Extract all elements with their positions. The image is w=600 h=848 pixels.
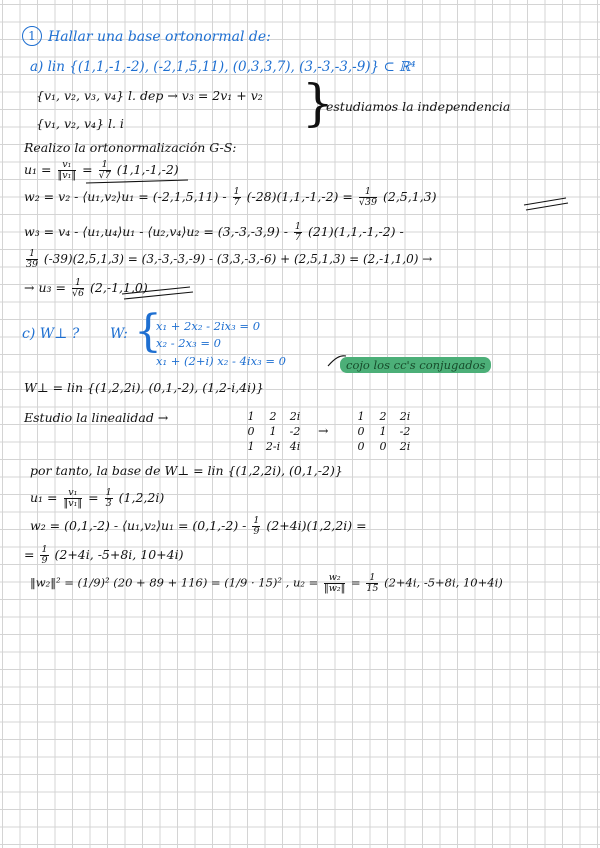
u1-eq: = [82, 162, 93, 177]
part-c-label: c) W⊥ ? [22, 326, 80, 342]
c-u2-coef: $\frac{1}{15}$ [366, 572, 379, 594]
w3-coef: $\frac{1}{7}$ [294, 221, 301, 243]
linearity-study: Estudio la linealidad → [24, 410, 169, 425]
highlight-note: cojo los cc's conjugados [340, 357, 491, 373]
c-u2-vector: (2+4i, -5+8i, 10+4i) [384, 575, 503, 590]
c-w2b-coef: $\frac{1}{9}$ [41, 544, 48, 566]
w3-text: w₃ = v₄ - ⟨u₁,u₄⟩u₁ - ⟨u₂,v₄⟩u₂ = (3,-3,-3,9) - [24, 224, 288, 239]
u1-lhs: u₁ = [24, 162, 52, 177]
independence-line: {v₁, v₂, v₄} l. i [36, 116, 124, 131]
part-a-statement: a) lin {(1,1,-1,-2), (-2,1,5,11), (0,3,3,7), (3,-3,-3,-9)} ⊂ ℝ⁴ [30, 59, 416, 75]
c-u1-lhs: u₁ = [30, 490, 58, 505]
matrix-1-row: 1 2 2i [247, 410, 301, 423]
u3-prefix: → u₃ = [24, 280, 66, 295]
norm-paren: (1/9)² [77, 575, 110, 590]
system-brace: { [134, 306, 162, 357]
c-u2-eq: = [351, 575, 361, 590]
matrix-1-row: 0 1 -2 [247, 425, 301, 438]
c-u1-eq: = [88, 490, 99, 505]
u3-coef: $\frac{1}{√6}$ [71, 277, 85, 299]
gs-title: Realizo la ortonormalización G-S: [24, 140, 237, 155]
c-w2-text: w₂ = (0,1,-2) - ⟨u₁,v₂⟩u₁ = (0,1,-2) - [30, 518, 247, 533]
underline-u1 [86, 180, 188, 183]
c-u1-frac: $\frac{\text{v₁}}{\text{‖v₁‖}}$ [63, 487, 83, 509]
matrix-arrow: → [318, 423, 329, 438]
c-w2-coef: $\frac{1}{9}$ [253, 515, 260, 537]
right-brace: } [302, 74, 334, 132]
matrix-2-row: 0 1 -2 [357, 425, 411, 438]
u1-frac: $\frac{\text{v₁}}{\text{‖v₁‖}}$ [57, 159, 77, 181]
matrix-2-row: 0 0 2i [357, 440, 411, 453]
c-w2b-prefix: = [24, 547, 35, 562]
norm-sum: (20 + 89 + 116) = [113, 575, 221, 590]
matrix-1-row: 1 2-i 4i [247, 440, 301, 453]
w-label: W: [110, 326, 128, 342]
w2-text2: (-28)(1,1,-1,-2) = [246, 189, 353, 204]
c-u2-lhs: , u₂ = [285, 575, 319, 590]
u1-vector: (1,1,-1,-2) [116, 162, 179, 177]
exercise-number: 1 [22, 26, 42, 46]
system-eq3: x₁ + (2+i) x₂ - 4ix₃ = 0 [156, 354, 286, 368]
w2-text: w₂ = v₂ - ⟨u₁,v₂⟩u₁ = (-2,1,5,11) - [24, 189, 227, 204]
w3b-coef: $\frac{1}{39}$ [26, 248, 39, 270]
c-u1-coef: $\frac{1}{3}$ [105, 487, 112, 509]
u3-vector: (2,-1,1,0) [90, 280, 148, 295]
brace-note: estudiamos la independencia [326, 99, 511, 114]
w2-coef: $\frac{1}{7}$ [233, 186, 240, 208]
wperp-line: W⊥ = lin {(1,2,2i), (0,1,-2), (1,2-i,4i)} [24, 380, 264, 395]
dependence-line: {v₁, v₂, v₃, v₄} l. dep → v₃ = 2v₁ + v₂ [36, 88, 263, 103]
c-w2b-vector: (2+4i, -5+8i, 10+4i) [54, 547, 184, 562]
w3-text2: (21)(1,1,-1,-2) - [307, 224, 404, 239]
w3b-text: (-39)(2,5,1,3) = (3,-3,-3,-9) - (3,3,-3,-6) + (2,5,1,3) = (2,-1,1,0) → [43, 252, 433, 266]
u1-coef: $\frac{1}{√7}$ [98, 159, 111, 181]
c-u1-vector: (1,2,2i) [118, 490, 165, 505]
basis-line: por tanto, la base de W⊥ = lin {(1,2,2i), (0,1,-2)} [30, 463, 343, 478]
c-w2-text2: (2+4i)(1,2,2i) = [266, 518, 367, 533]
w2-coef2: $\frac{1}{√39}$ [358, 186, 377, 208]
c-u2-frac: $\frac{\text{w₂}}{\text{‖w₂‖}}$ [323, 572, 346, 594]
system-eq1: x₁ + 2x₂ - 2ix₃ = 0 [156, 319, 261, 333]
matrix-2-row: 1 2 2i [357, 410, 411, 423]
w2-vector: (2,5,1,3) [382, 189, 437, 204]
exercise-title: Hallar una base ortonormal de: [48, 29, 271, 45]
pointer-curve [328, 356, 346, 366]
norm-lhs: ‖w₂‖² = [30, 575, 74, 590]
norm-result: (1/9 · 15)² [224, 575, 282, 590]
system-eq2: x₂ - 2x₃ = 0 [156, 336, 221, 350]
